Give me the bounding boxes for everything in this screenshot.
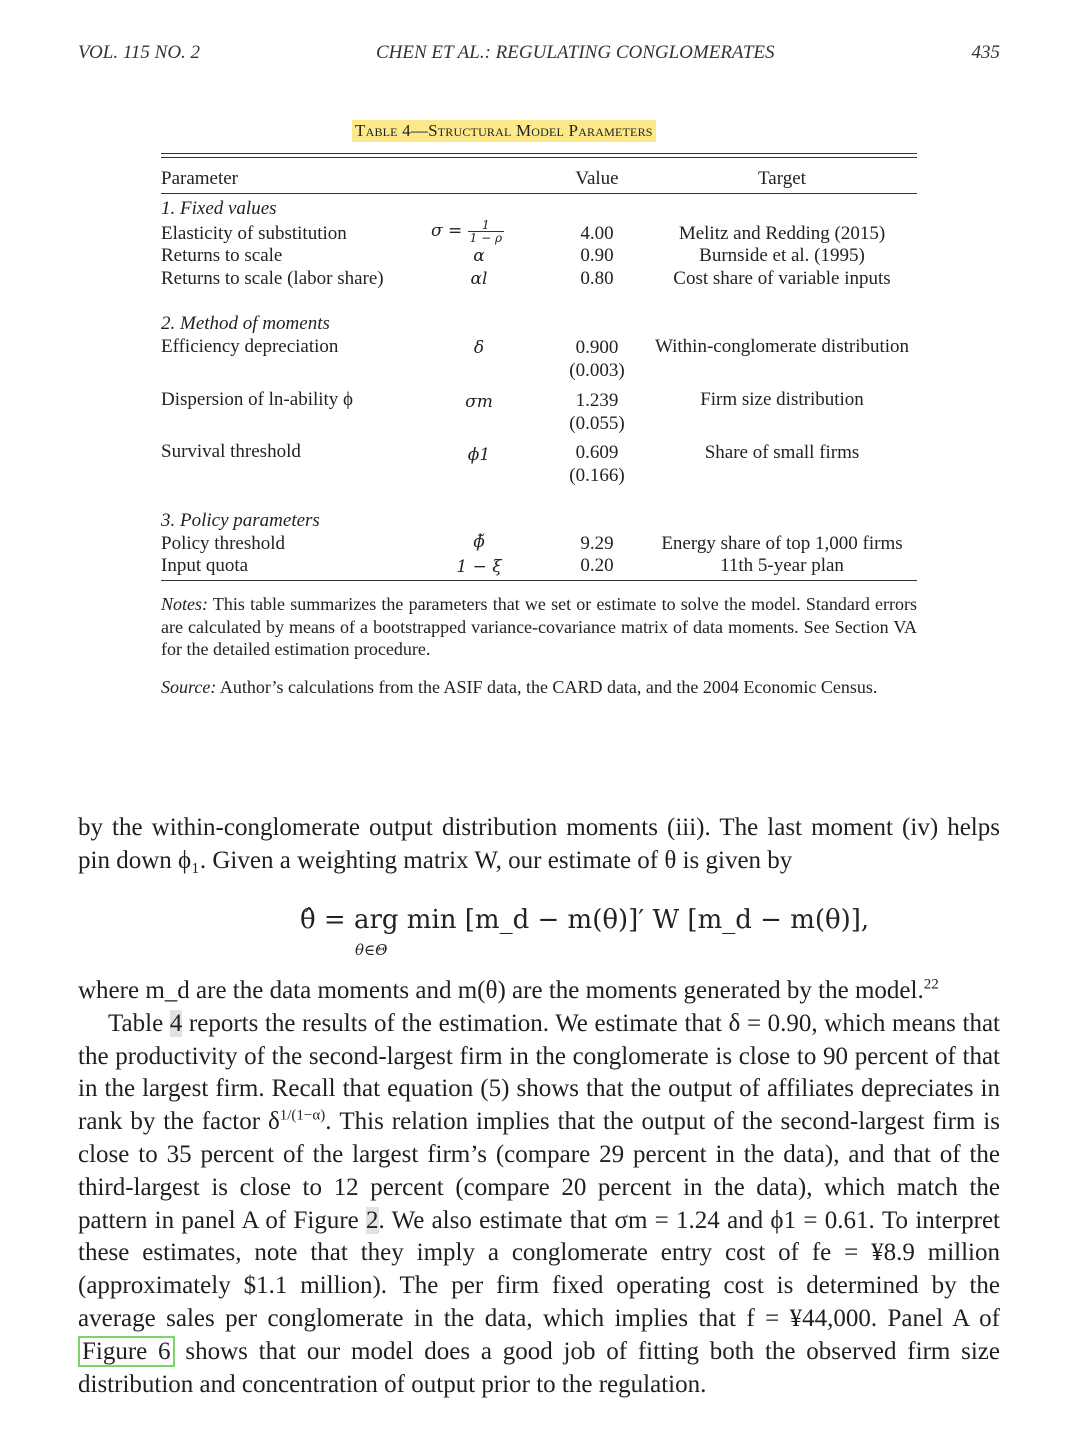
paragraph-3-text-d: . We also estimate that σm = 1.24 and ϕ1 = 0.61. To interpret these estimates, note that they imply a conglomerate entry cost of fe = ¥8.9 million (approximately $1.1 million). The per firm fixed operating cost is determined by the average sales per conglomerate in the data, which implies that f = ¥44,000. Panel A of [78,1206,1000,1332]
row-target: Energy share of top 1,000 firms [661,533,903,554]
row-standard-error: (0.166) [569,465,625,486]
row-symbol: α [473,246,485,266]
row-parameter: Returns to scale [161,245,283,266]
table-top-rule [161,153,917,154]
paragraph-3-text-c: . This relation implies that the output of the second-largest firm is close to 35 percent of the largest firm’s (compare 29 percent in the data), and that of the third-largest is close to 12 percent (compare 20 percent in the data), which match the pattern in panel A of Figure [78,1108,1000,1234]
body-paragraph-2 [78,975,1000,1401]
running-head [78,42,1000,66]
header-target: Target [758,168,806,189]
row-value: 0.90 [580,245,614,266]
row-symbol: 1 − ξ [456,557,502,577]
row-parameter: Elasticity of substitution [161,223,347,244]
row-standard-error: (0.003) [569,360,625,381]
section-label: 3. Policy parameters [161,510,320,531]
row-parameter: Dispersion of ln-ability ϕ [161,389,354,410]
journal-volume: VOL. 115 NO. 2 [78,42,201,63]
table-top-rule-2 [161,157,917,158]
paragraph-3-text-a: Table [108,1009,170,1037]
section-label: 2. Method of moments [161,313,330,334]
row-value: 0.20 [580,555,614,576]
row-value: 0.80 [580,268,614,289]
table-source [161,676,917,699]
row-target: Cost share of variable inputs [673,268,891,289]
exponent: 1/(1−α) [279,1107,326,1124]
symbol-fraction [468,219,504,244]
running-title: CHEN ET AL.: REGULATING CONGLOMERATES [376,42,775,63]
footnote-marker[interactable]: 22 [923,976,939,993]
fraction-denominator: 1 − ρ [469,231,503,245]
table-title-prefix: Table 4— [355,121,429,140]
row-parameter: Policy threshold [161,533,286,554]
row-value: 4.00 [580,223,614,244]
row-value: 0.609 [575,442,619,463]
row-target: Firm size distribution [700,389,864,410]
estimator-equation [300,905,869,965]
sigma-lhs: σ = [431,221,463,241]
row-target: 11th 5-year plan [720,555,844,576]
row-symbol: δ [473,338,485,358]
row-symbol: αl [470,269,488,289]
table-title-text: Structural Model Parameters [428,121,653,140]
paragraph-3-text-b: reports the results of the estimation. We estimate that δ = 0.90, which means that the productivity of the second-largest firm in the conglomerate is close to 90 percent of that in the largest firm. Recall that equation (5) shows that the output of affiliates depreciates in rank by the factor δ [78,1009,1001,1136]
notes-label: Notes: [161,594,208,614]
row-parameter: Efficiency depreciation [161,336,339,357]
fraction-numerator: 1 [468,219,504,232]
figure-2-link[interactable]: 2 [366,1206,379,1234]
source-label: Source: [161,677,217,697]
source-text: Author’s calculations from the ASIF data, the CARD data, and the 2004 Economic Census. [219,677,878,697]
page-number: 435 [971,42,1000,63]
table-notes [161,593,917,661]
header-value: Value [575,168,619,189]
row-value: 1.239 [575,390,619,411]
row-target: Melitz and Redding (2015) [678,223,886,244]
equation-subscript: θ∈Θ [355,941,388,959]
parameters-table [161,163,917,583]
table-4-link[interactable]: 4 [169,1009,183,1037]
equation-text: θ̂ = arg min [m_d − m(θ)]′ W [m_d − m(θ)], [300,905,870,935]
paragraph-2-text: where m_d are the data moments and m(θ) are the moments generated by the model. [78,977,924,1004]
table-title [352,120,656,142]
paragraph-3-text-e: shows that our model does a good job of fitting both the observed firm size distribution and concentration of output prior to the regulation. [78,1337,1000,1398]
row-parameter: Survival threshold [161,441,301,462]
row-value: 9.29 [580,533,614,554]
figure-6-link[interactable]: Figure 6 [78,1336,175,1367]
row-symbol [431,219,531,244]
notes-text: This table summarizes the parameters that we set or estimate to solve the model. Standard errors are calculated by means of a bootstrapped variance-covariance matrix of data moments. See Section VA for the detailed estimation procedure. [161,594,917,659]
row-target: Burnside et al. (1995) [699,245,865,266]
row-target: Within-conglomerate distribution [654,336,910,357]
row-parameter: Returns to scale (labor share) [161,268,384,289]
row-parameter: Input quota [161,555,249,576]
body-paragraph-1: by the within-conglomerate output distribution moments (iii). The last moment (iv) helps pin down ϕ₁. Given a weighting matrix W, our estimate of θ is given by [78,814,1000,874]
row-standard-error: (0.055) [569,413,625,434]
row-value: 0.900 [575,337,619,358]
section-label: 1. Fixed values [161,198,277,219]
header-parameter: Parameter [161,168,239,189]
row-symbol: σm [465,392,493,412]
row-symbol: ϕ̃ [473,532,485,552]
row-target: Share of small firms [704,442,860,463]
row-symbol: ϕ1 [467,445,491,465]
